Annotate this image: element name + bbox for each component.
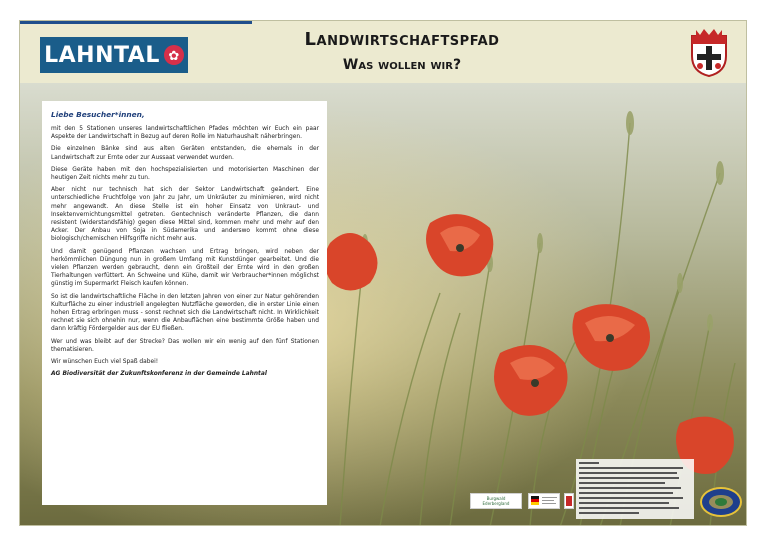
greeting: Liebe Besucher*innen,: [51, 110, 145, 119]
header-bar: [20, 21, 747, 83]
paragraph: mit den 5 Stationen unseres landwirtschaftlichen Pfades möchten wir Euch ein paar Aspekte der Landwirtschaft in Bezug auf deren Rolle im Naturhaushalt näherbringen.: [51, 126, 319, 141]
paragraph: Und damit genügend Pflanzen wachsen und Ertrag bringen, wird neben der herkömmlichen Düngung nun in großem Umfang mit Kunstdünger gearbeitet. Und die vielen Pflanzen werden gebraucht, denn ein Großteil der Ernte wird in den großen Tierhaltungen verfüttert. An Schweine und Kühe, damit wir Verbraucher*innen möglichst günstig im Supermarkt Fleisch kaufen können.: [51, 248, 319, 288]
paragraph: Wer und was bleibt auf der Strecke? Das wollen wir ein wenig auf den fünf Stationen thematisieren.: [51, 338, 319, 353]
coat-of-arms-icon: [684, 26, 734, 78]
page-subtitle: Was wollen wir?: [342, 57, 462, 73]
text-panel: [42, 101, 327, 505]
logo-line: Ederbergland: [482, 501, 510, 506]
logo-text: LAHNTAL: [44, 42, 160, 68]
paragraph: Die einzelnen Bänke sind aus alten Geräten entstanden, die ehemals in der Landwirtschaft zur Ernte oder zur Aussaat verwendet wurden.: [51, 146, 319, 161]
flag-icon: [529, 494, 559, 508]
eu-logo: [564, 493, 574, 509]
paragraph: Wir wünschen Euch viel Spaß dabei!: [51, 359, 159, 366]
paragraph: So ist die landwirtschaftliche Fläche in den letzten Jahren von einer zur Natur gehörenden Kulturfläche zu einer industriell angelegten Nutzfläche geworden, die in erster Linie einen hohen Ertrag erbringen muss - sonst rechnet sich die Landwirtschaft nicht. In Wirklichkeit rechnet sie sich ohnehin nur, wenn die Anbauflächen eine bestimmte Größe haben und dann kräftig Fördergelder aus der EU fließen.: [51, 293, 319, 333]
paragraph: Diese Geräte haben mit den hochspezialisierten und motorisierten Maschinen der heutigen Zeit nichts mehr zu tun.: [51, 166, 319, 182]
badge-icon: [702, 489, 740, 515]
logo-line: Burgwald: [486, 496, 506, 501]
credits-text-lines: [579, 461, 691, 517]
burgwald-ederbergland-logo: [470, 493, 522, 509]
signature: AG Biodiversität der Zukunftskonferenz in der Gemeinde Lahntal: [51, 371, 267, 378]
page-title: Landwirtschaftspfad: [304, 29, 500, 50]
credits-box: [576, 459, 694, 519]
poster: [19, 20, 747, 526]
round-badge: [700, 487, 742, 517]
shield-icon: [565, 494, 573, 508]
ministry-logo: [528, 493, 560, 509]
header-accent-line: [20, 21, 252, 24]
lahntal-logo: [40, 37, 188, 73]
paragraph: Aber nicht nur technisch hat sich der Sektor Landwirtschaft geändert. Eine unterschiedliche Fruchtfolge von Jahr zu Jahr, um Unkräuter zu minimieren, wird nicht mehr angewandt. An diese Stelle ist ein hoher Einsatz von Unkraut- und Insektenvernichtungsmittel getreten. Gentechnisch veränderte Pflanzen, die dann resistent (widerstandsfähig) gegen diese Mittel sind, kommen mehr und mehr auf den Acker. Der Anbau von Soja in Südamerika und anderswo kommt ohne diese biologisch/chemischen Hilfsgriffe nicht mehr aus.: [51, 187, 319, 243]
flower-icon: ✿: [164, 45, 184, 65]
